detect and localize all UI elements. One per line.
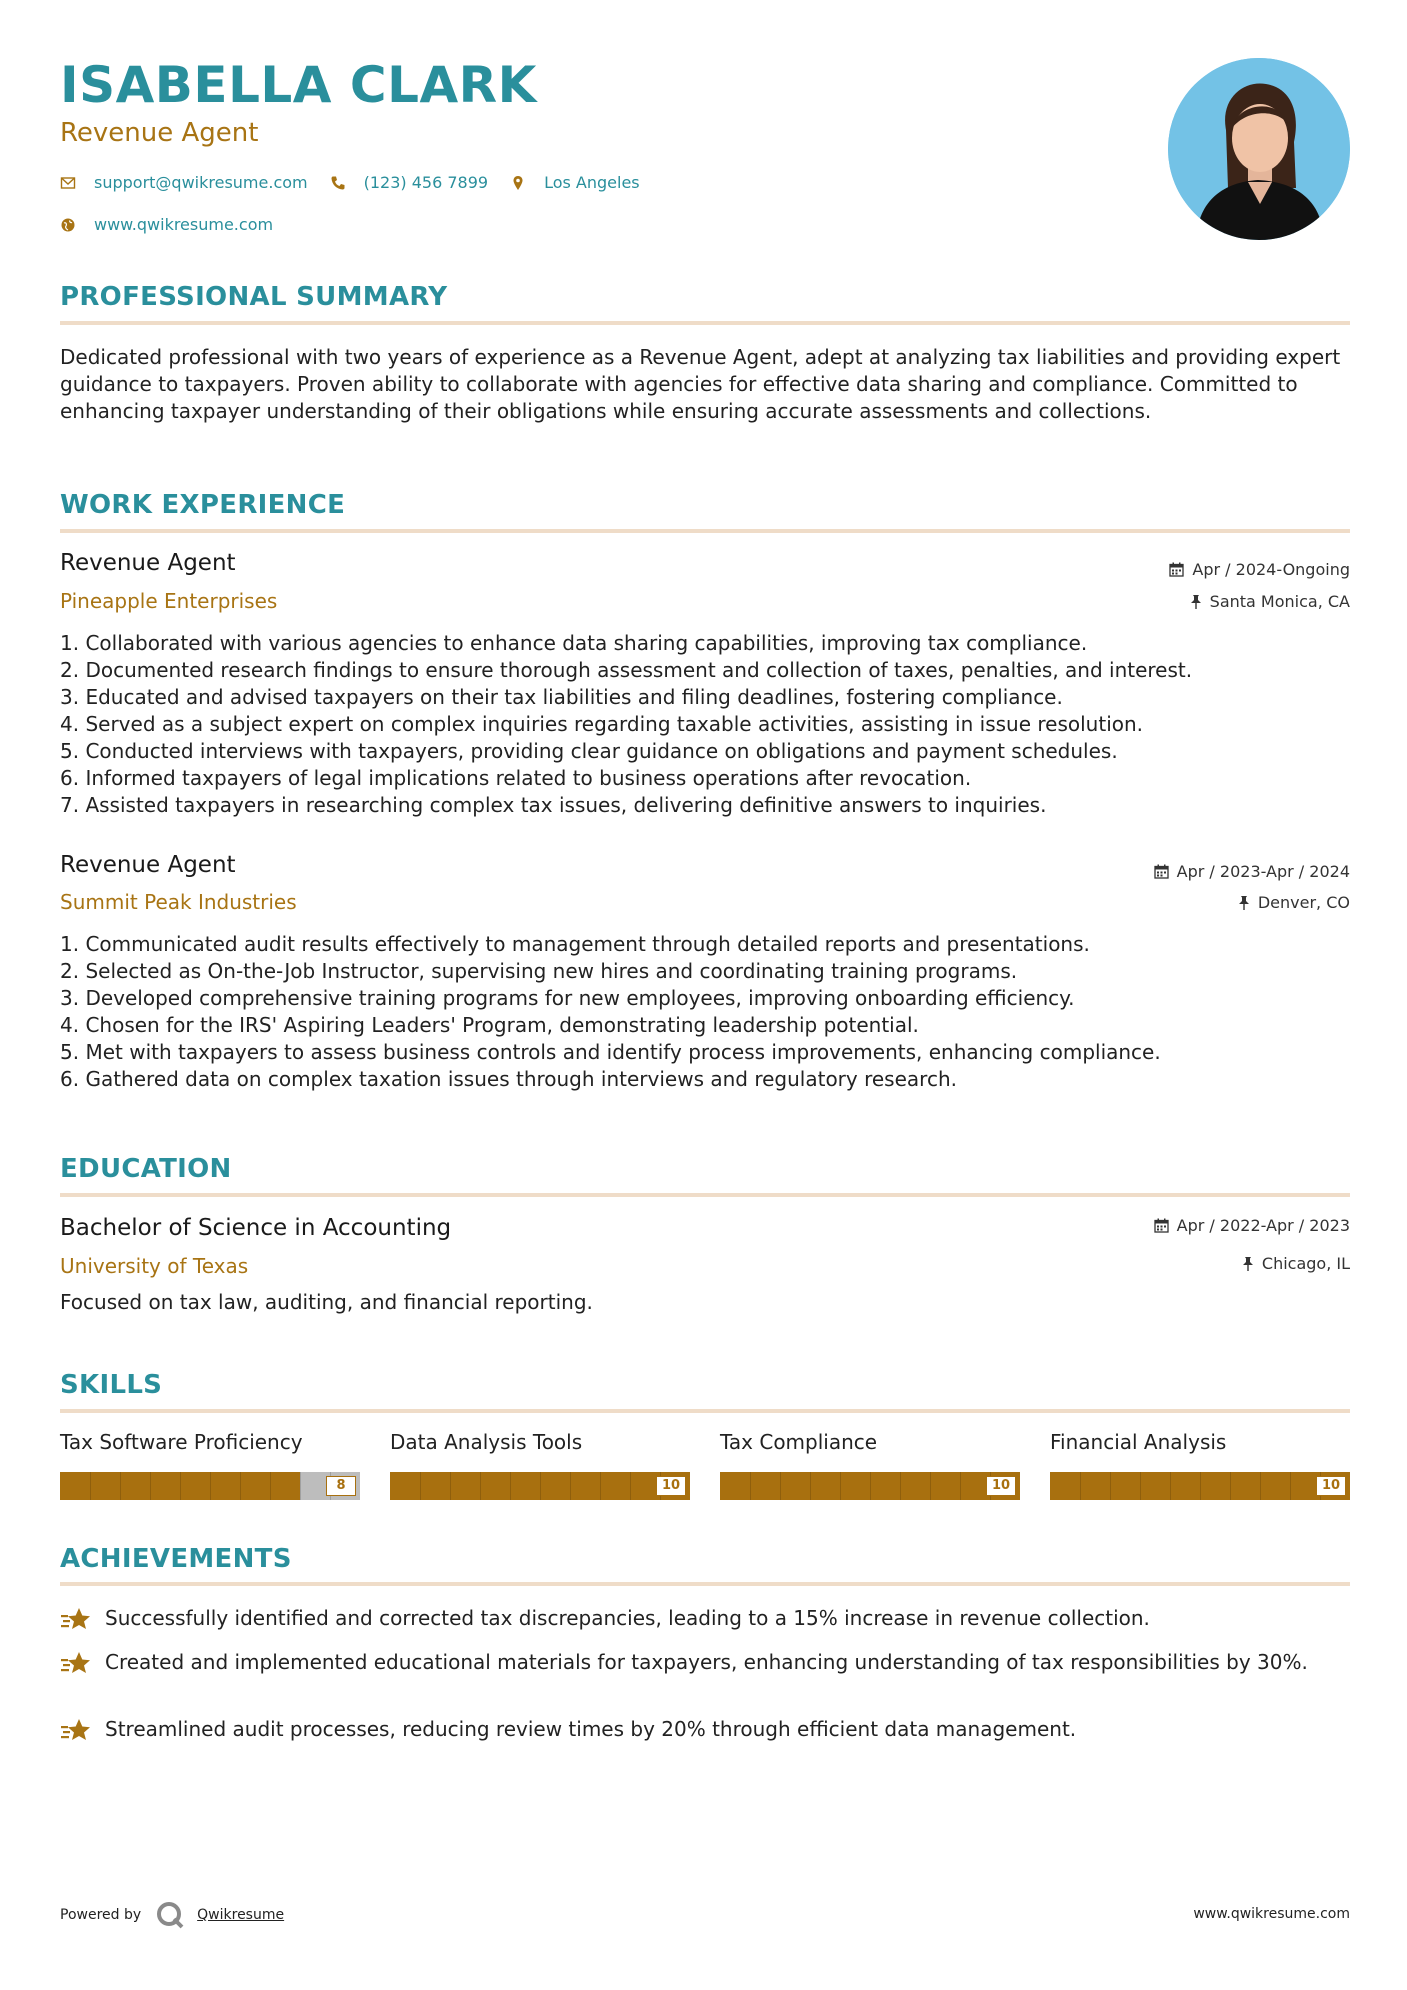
achievement-item [60,1649,1350,1679]
skill-segment-divider [510,1472,511,1500]
section-title-summary: PROFESSIONAL SUMMARY [60,282,448,312]
skill-segment-divider [900,1472,901,1500]
job-company: Summit Peak Industries [60,890,297,914]
achievement-item [60,1716,1350,1746]
skill-segment-divider [1110,1472,1111,1500]
star-icon [60,1647,92,1679]
section-title-achievements: ACHIEVEMENTS [60,1544,292,1574]
job-location [1238,893,1350,912]
job-duties-list [60,931,1350,1093]
candidate-name: ISABELLA CLARK [60,56,537,114]
star-icon [60,1714,92,1746]
skill-segment-divider [480,1472,481,1500]
skill-segment-divider [300,1472,301,1500]
skill-segment-divider [870,1472,871,1500]
skill-item [390,1430,690,1500]
skill-level-badge: 8 [326,1476,356,1496]
skill-item [1050,1430,1350,1500]
skill-segment-divider [600,1472,601,1500]
skill-segment-divider [540,1472,541,1500]
skill-name: Financial Analysis [1050,1430,1227,1454]
location-text: Los Angeles [544,173,640,192]
skill-level-bar [720,1472,1020,1500]
skill-segment-divider [210,1472,211,1500]
job-location [1190,592,1350,611]
phone-icon [330,175,346,191]
skill-segment-divider [570,1472,571,1500]
skill-segment-divider [810,1472,811,1500]
contact-row [60,173,662,192]
skill-segment-divider [180,1472,181,1500]
job-duties-list [60,630,1350,819]
skill-segment-divider [750,1472,751,1500]
skill-segment-divider [150,1472,151,1500]
skill-segment-divider [1230,1472,1231,1500]
list-item: 1. Communicated audit results effectively to management through detailed reports and presentations. [60,932,1090,956]
list-item: 6. Informed taxpayers of legal implications related to business operations after revocation. [60,766,972,790]
list-item: 5. Met with taxpayers to assess business controls and identify process improvements, enhancing compliance. [60,1040,1161,1064]
powered-by-label: Powered by [60,1907,142,1923]
skill-segment-divider [270,1472,271,1500]
job-title: Revenue Agent [60,852,236,878]
job-date [1169,560,1350,579]
skill-segment-divider [930,1472,931,1500]
skill-level-badge: 10 [656,1476,686,1496]
job-company: Pineapple Enterprises [60,589,278,613]
skill-segment-divider [780,1472,781,1500]
list-item: 2. Documented research findings to ensure thorough assessment and collection of taxes, penalties, and interest. [60,658,1193,682]
section-title-experience: WORK EXPERIENCE [60,490,346,520]
avatar [1168,58,1350,240]
candidate-role: Revenue Agent [60,118,259,148]
list-item: 5. Conducted interviews with taxpayers, providing clear guidance on obligations and payment schedules. [60,739,1118,763]
skill-item [60,1430,360,1500]
list-item: 4. Served as a subject expert on complex inquiries regarding taxable activities, assisting in issue resolution. [60,712,1144,736]
skill-segment-divider [1080,1472,1081,1500]
skill-segment-divider [1140,1472,1141,1500]
skill-segment-divider [1260,1472,1261,1500]
skill-segment-divider [840,1472,841,1500]
achievement-item [60,1605,1350,1635]
skill-segment-divider [630,1472,631,1500]
skill-level-bar [1050,1472,1350,1500]
section-divider [60,321,1350,325]
contact-row-website [60,215,295,234]
list-item: 1. Collaborated with various agencies to enhance data sharing capabilities, improving tax compliance. [60,631,1088,655]
list-item: 3. Educated and advised taxpayers on their tax liabilities and filing deadlines, fostering compliance. [60,685,1063,709]
job-date-text: Apr / 2023-Apr / 2024 [1176,862,1350,881]
skill-segment-divider [240,1472,241,1500]
job-location-text: Denver, CO [1257,893,1350,912]
skill-segment-divider [960,1472,961,1500]
education-description: Focused on tax law, auditing, and financial reporting. [60,1290,593,1314]
education-date [1154,1216,1350,1235]
skill-segment-divider [90,1472,91,1500]
footer-powered-by [60,1900,284,1930]
globe-icon [60,217,76,233]
website-link[interactable]: www.qwikresume.com [94,215,274,234]
list-item: 6. Gathered data on complex taxation issues through interviews and regulatory research. [60,1067,957,1091]
skill-level-bar [60,1472,360,1500]
job-title: Revenue Agent [60,550,236,576]
section-divider [60,529,1350,533]
pushpin-icon [1238,895,1250,910]
education-location-text: Chicago, IL [1261,1254,1350,1273]
section-title-skills: SKILLS [60,1370,163,1400]
pushpin-icon [1242,1256,1254,1271]
skill-name: Tax Software Proficiency [60,1430,303,1454]
job-date [1154,862,1350,881]
list-item: 7. Assisted taxpayers in researching complex tax issues, delivering definitive answers to inquiries. [60,793,1047,817]
skill-segment-divider [1170,1472,1171,1500]
skill-level-badge: 10 [986,1476,1016,1496]
footer-website[interactable]: www.qwikresume.com [1193,1906,1350,1922]
achievement-text: Created and implemented educational materials for taxpayers, enhancing understanding of tax responsibilities by 30%. [105,1650,1308,1674]
skill-segment-divider [450,1472,451,1500]
skill-name: Data Analysis Tools [390,1430,583,1454]
map-pin-icon [510,175,526,191]
skill-level-bar [390,1472,690,1500]
star-icon [60,1603,92,1635]
section-divider [60,1193,1350,1197]
summary-text: Dedicated professional with two years of experience as a Revenue Agent, adept at analyzing tax liabilities and providing expert guidance to taxpayers. Proven ability to collaborate with agencies for effective data sharing and compliance. Committed to enhancing taxpayer understanding of their obligations while ensuring accurate assessments and collections. [60,345,1341,423]
phone-link[interactable]: (123) 456 7899 [363,173,489,192]
brand-link[interactable]: Qwikresume [197,1907,285,1923]
list-item: 3. Developed comprehensive training programs for new employees, improving onboarding efficiency. [60,986,1075,1010]
qwikresume-logo-icon [155,1900,185,1930]
achievement-text: Successfully identified and corrected tax discrepancies, leading to a 15% increase in revenue collection. [105,1606,1150,1630]
list-item: 2. Selected as On-the-Job Instructor, supervising new hires and coordinating training programs. [60,959,1018,983]
list-item: 4. Chosen for the IRS' Aspiring Leaders' Program, demonstrating leadership potential. [60,1013,919,1037]
calendar-icon [1169,562,1184,577]
skill-name: Tax Compliance [720,1430,878,1454]
education-date-text: Apr / 2022-Apr / 2023 [1176,1216,1350,1235]
education-location [1242,1254,1350,1273]
skill-segment-divider [1290,1472,1291,1500]
skill-segment-divider [120,1472,121,1500]
skill-level-badge: 10 [1316,1476,1346,1496]
pushpin-icon [1190,594,1202,609]
job-date-text: Apr / 2024-Ongoing [1192,560,1350,579]
profile-photo [1168,58,1350,240]
skill-segment-divider [420,1472,421,1500]
envelope-icon [60,175,76,191]
skill-item [720,1430,1020,1500]
section-divider [60,1582,1350,1586]
job-location-text: Santa Monica, CA [1209,592,1350,611]
school-name: University of Texas [60,1254,249,1278]
section-divider [60,1409,1350,1413]
achievement-text: Streamlined audit processes, reducing review times by 20% through efficient data management. [105,1717,1077,1741]
section-title-education: EDUCATION [60,1154,232,1184]
calendar-icon [1154,1218,1169,1233]
calendar-icon [1154,864,1169,879]
email-link[interactable]: support@qwikresume.com [94,173,308,192]
degree-title: Bachelor of Science in Accounting [60,1215,452,1241]
skill-segment-divider [1200,1472,1201,1500]
